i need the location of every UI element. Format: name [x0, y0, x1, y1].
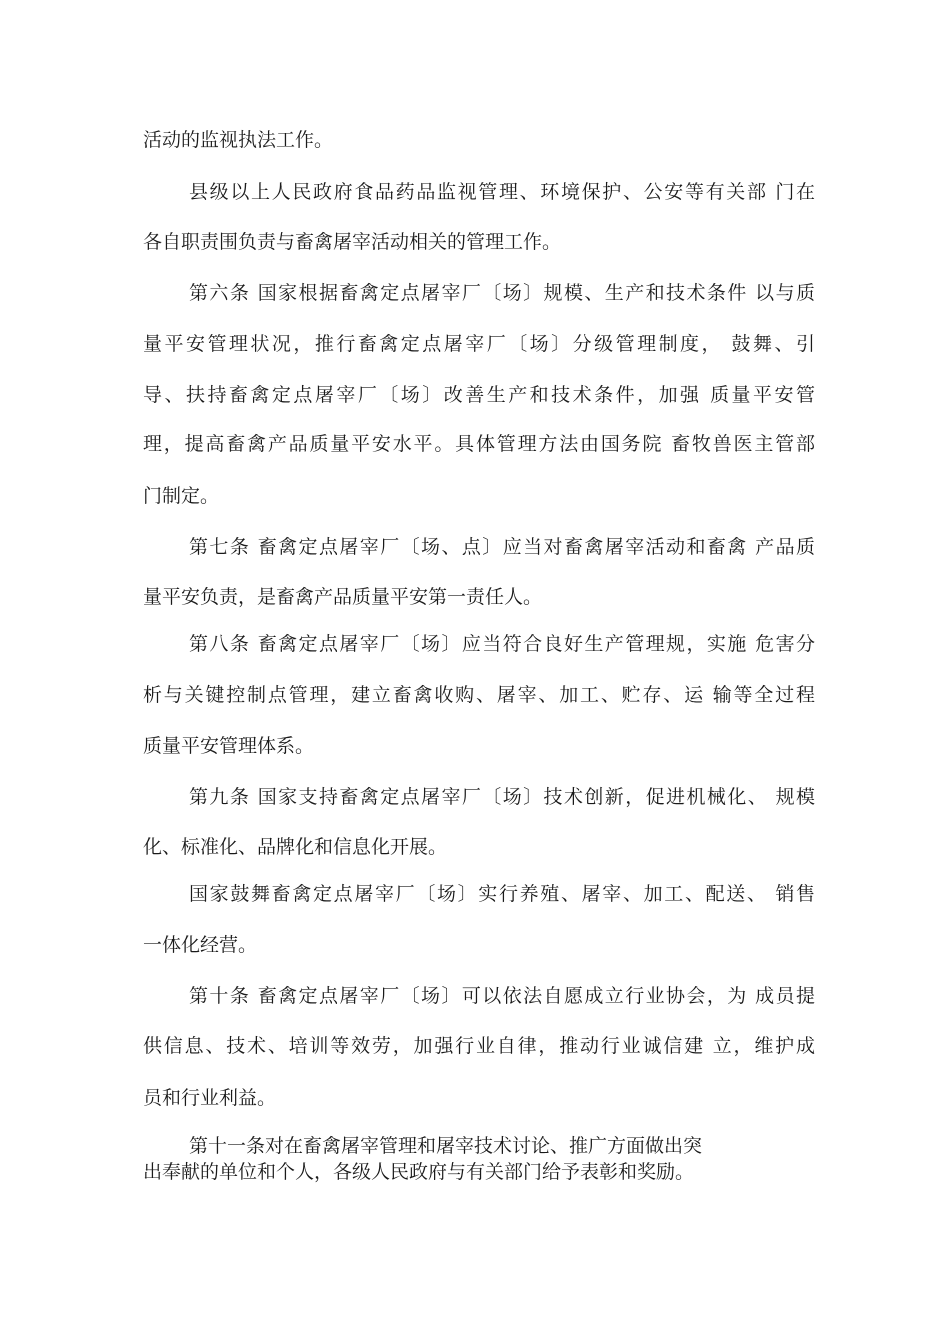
text-line: 导、扶持畜禽定点屠宰厂〔场〕改善生产和技术条件，加强 质量平安管: [143, 384, 815, 406]
text-line: 供信息、技术、培训等效劳，加强行业自律，推动行业诚信建 立，维护成: [143, 1035, 815, 1057]
text-line: 门制定。: [143, 485, 220, 507]
text-line: 第六条 国家根据畜禽定点屠宰厂〔场〕规模、生产和技术条件 以与质: [189, 282, 815, 304]
text-line: 理，提高畜禽产品质量平安水平。具体管理方法由国务院 畜牧兽医主管部: [143, 433, 815, 455]
text-line: 第八条 畜禽定点屠宰厂〔场〕应当符合良好生产管理规，实施 危害分: [189, 633, 815, 655]
text-line: 出奉献的单位和个人，各级人民政府与有关部门给予表彰和奖励。: [143, 1161, 695, 1183]
text-line: 化、标准化、品牌化和信息化开展。: [143, 836, 448, 858]
text-line: 员和行业利益。: [143, 1087, 277, 1109]
text-line: 析与关键控制点管理，建立畜禽收购、屠宰、加工、贮存、运 输等全过程: [143, 684, 815, 706]
text-line: 各自职责围负责与畜禽屠宰活动相关的管理工作。: [143, 231, 562, 253]
text-line: 第十一条对在畜禽屠宰管理和屠宰技术讨论、推广方面做出突: [189, 1135, 703, 1157]
text-line: 国家鼓舞畜禽定点屠宰厂〔场〕实行养殖、屠宰、加工、配送、 销售: [189, 883, 815, 905]
text-line: 活动的监视执法工作。: [143, 129, 334, 151]
text-line: 量平安管理状况，推行畜禽定点屠宰厂〔场〕分级管理制度， 鼓舞、引: [143, 333, 815, 355]
text-line: 量平安负责，是畜禽产品质量平安第一责任人。: [143, 586, 543, 608]
text-line: 第九条 国家支持畜禽定点屠宰厂〔场〕技术创新，促进机械化、 规模: [189, 786, 815, 808]
text-line: 一体化经营。: [143, 934, 258, 956]
text-line: 第十条 畜禽定点屠宰厂〔场〕可以依法自愿成立行业协会，为 成员提: [189, 985, 815, 1007]
text-line: 质量平安管理体系。: [143, 735, 315, 757]
text-line: 县级以上人民政府食品药品监视管理、环境保护、公安等有关部 门在: [189, 181, 815, 203]
text-line: 第七条 畜禽定点屠宰厂〔场、点〕应当对畜禽屠宰活动和畜禽 产品质: [189, 536, 815, 558]
